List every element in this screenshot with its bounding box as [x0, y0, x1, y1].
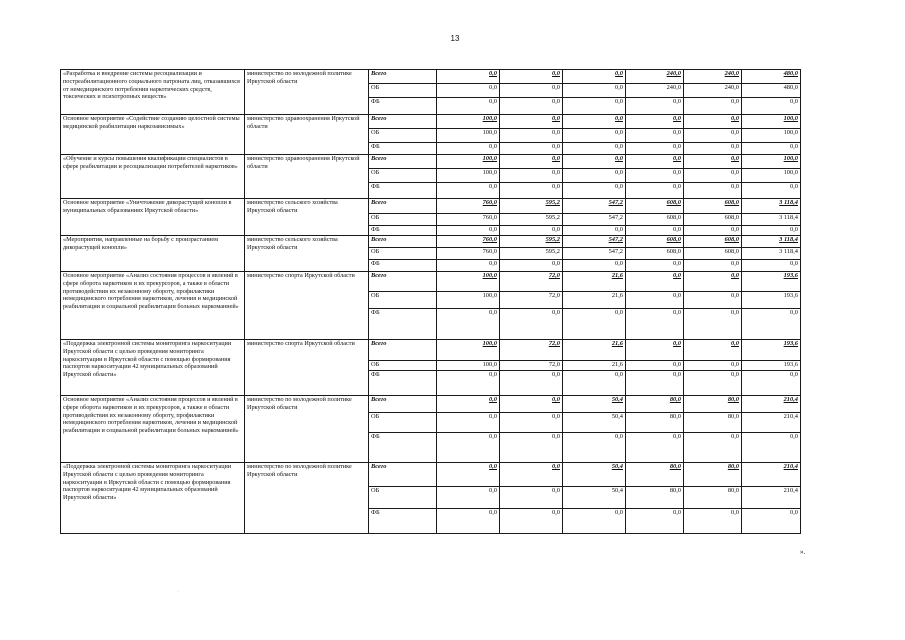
measure-total-row [61, 155, 801, 169]
funding-source: ОБ [369, 84, 437, 98]
amount-year-cell: 608,0 [626, 214, 684, 226]
amount-year-cell: 0,0 [626, 340, 684, 361]
amount-year-cell: 608,0 [626, 199, 684, 214]
amount-total-cell: 210,4 [742, 463, 801, 487]
amount-year-cell: 80,0 [684, 487, 742, 509]
amount-year-cell: 0,0 [500, 413, 563, 433]
amount-year-cell: 0,0 [626, 98, 684, 115]
amount-total-cell: 100,0 [742, 169, 801, 183]
amount-total-cell: 3 118,4 [742, 199, 801, 214]
amount-year-cell: 608,0 [684, 248, 742, 260]
amount-total-cell: 210,4 [742, 396, 801, 413]
amount-total-cell: 0,0 [742, 143, 801, 155]
amount-year-cell: 21,6 [563, 272, 626, 292]
amount-total-cell: 210,4 [742, 413, 801, 433]
amount-year-cell: 0,0 [626, 143, 684, 155]
amount-year-cell: 100,0 [437, 272, 500, 292]
amount-year-cell: 80,0 [684, 463, 742, 487]
funding-source: Всего [369, 396, 437, 413]
amount-year-cell: 0,0 [563, 98, 626, 115]
funding-source: ОБ [369, 413, 437, 433]
amount-year-cell: 80,0 [626, 487, 684, 509]
amount-year-cell: 0,0 [437, 84, 500, 98]
amount-total-cell: 0,0 [742, 260, 801, 272]
measure-total-row [61, 340, 801, 361]
amount-year-cell: 0,0 [684, 129, 742, 143]
measure-executor: министерство здравоохранения Иркутской области [245, 115, 369, 155]
amount-year-cell: 0,0 [626, 292, 684, 309]
amount-total-cell: 100,0 [742, 115, 801, 129]
amount-year-cell: 0,0 [437, 260, 500, 272]
amount-year-cell: 72,0 [500, 272, 563, 292]
amount-total-cell: 480,0 [742, 70, 801, 84]
amount-year-cell: 72,0 [500, 361, 563, 371]
amount-year-cell: 608,0 [684, 199, 742, 214]
amount-year-cell: 0,0 [563, 115, 626, 129]
amount-total-cell: 193,6 [742, 292, 801, 309]
amount-year-cell: 0,0 [563, 169, 626, 183]
amount-year-cell: 547,2 [563, 236, 626, 248]
amount-year-cell: 0,0 [500, 129, 563, 143]
amount-year-cell: 0,0 [437, 70, 500, 84]
funding-source: Всего [369, 155, 437, 169]
funding-source: Всего [369, 70, 437, 84]
measure-executor: министерство по молодежной политике Иркутской области [245, 396, 369, 463]
amount-year-cell: 100,0 [437, 115, 500, 129]
funding-source: ФБ [369, 309, 437, 340]
amount-year-cell: 760,0 [437, 214, 500, 226]
amount-year-cell: 100,0 [437, 340, 500, 361]
amount-year-cell: 0,0 [626, 309, 684, 340]
amount-total-cell: 3 118,4 [742, 248, 801, 260]
measure-executor: министерство сельского хозяйства Иркутской области [245, 199, 369, 236]
amount-year-cell: 0,0 [563, 309, 626, 340]
amount-year-cell: 0,0 [626, 155, 684, 169]
amount-year-cell: 0,0 [500, 70, 563, 84]
amount-year-cell: 0,0 [626, 129, 684, 143]
funding-source: ФБ [369, 260, 437, 272]
amount-year-cell: 595,2 [500, 248, 563, 260]
amount-year-cell: 0,0 [563, 84, 626, 98]
amount-year-cell: 0,0 [626, 226, 684, 236]
amount-year-cell: 0,0 [500, 371, 563, 396]
amount-year-cell: 595,2 [500, 236, 563, 248]
amount-year-cell: 0,0 [437, 463, 500, 487]
table-end-mark: ». [800, 548, 806, 556]
amount-total-cell: 193,6 [742, 340, 801, 361]
amount-year-cell: 0,0 [437, 371, 500, 396]
amount-year-cell: 72,0 [500, 340, 563, 361]
amount-year-cell: 0,0 [684, 292, 742, 309]
measure-total-row [61, 463, 801, 487]
amount-year-cell: 608,0 [684, 214, 742, 226]
amount-year-cell: 240,0 [626, 70, 684, 84]
amount-year-cell: 240,0 [626, 84, 684, 98]
measure-name: Основное мероприятие «Анализ состояния процессов и явлений в сфере оборота наркотиков и их прекурсоров, а также в области противодействия их незаконному обороту, профилактики немедицинского потребления наркотиков, лечения и медицинской реабилитации и социальной реабилитации больных наркоманией» [61, 272, 245, 340]
funding-source: Всего [369, 236, 437, 248]
amount-year-cell: 0,0 [500, 396, 563, 413]
measure-total-row [61, 396, 801, 413]
amount-year-cell: 50,4 [563, 413, 626, 433]
amount-year-cell: 0,0 [563, 371, 626, 396]
amount-year-cell: 50,4 [563, 396, 626, 413]
funding-source: ОБ [369, 214, 437, 226]
amount-year-cell: 0,0 [684, 340, 742, 361]
amount-year-cell: 0,0 [626, 272, 684, 292]
amount-year-cell: 0,0 [563, 433, 626, 463]
funding-source: ОБ [369, 248, 437, 260]
amount-year-cell: 0,0 [500, 433, 563, 463]
amount-year-cell: 0,0 [563, 143, 626, 155]
amount-year-cell: 0,0 [437, 98, 500, 115]
amount-total-cell: 210,4 [742, 487, 801, 509]
measure-name: Основное мероприятие «Анализ состояния процессов и явлений в сфере оборота наркотиков и их прекурсоров, а также в области противодействия их незаконному обороту, профилактики немедицинского потребления наркотиков, лечения и медицинской реабилитации и социальной реабилитации больных наркоманией» [61, 396, 245, 463]
funding-source: ОБ [369, 361, 437, 371]
amount-total-cell: 0,0 [742, 509, 801, 534]
amount-year-cell: 0,0 [500, 84, 563, 98]
amount-year-cell: 0,0 [684, 169, 742, 183]
amount-year-cell: 0,0 [684, 98, 742, 115]
amount-total-cell: 193,6 [742, 361, 801, 371]
amount-year-cell: 50,4 [563, 487, 626, 509]
amount-year-cell: 0,0 [437, 433, 500, 463]
amount-year-cell: 100,0 [437, 155, 500, 169]
amount-year-cell: 0,0 [563, 226, 626, 236]
amount-year-cell: 0,0 [684, 309, 742, 340]
amount-year-cell: 0,0 [500, 487, 563, 509]
amount-year-cell: 608,0 [626, 236, 684, 248]
funding-source: ФБ [369, 143, 437, 155]
amount-total-cell: 193,6 [742, 272, 801, 292]
amount-year-cell: 100,0 [437, 169, 500, 183]
amount-total-cell: 3 118,4 [742, 214, 801, 226]
measure-total-row [61, 70, 801, 84]
amount-year-cell: 0,0 [500, 260, 563, 272]
amount-year-cell: 760,0 [437, 248, 500, 260]
measure-total-row [61, 199, 801, 214]
amount-year-cell: 595,2 [500, 214, 563, 226]
amount-total-cell: 0,0 [742, 309, 801, 340]
measure-name: «Мероприятия, направленные на борьбу с произрастанием дикорастущей конопли» [61, 236, 245, 272]
amount-year-cell: 0,0 [684, 226, 742, 236]
amount-year-cell: 0,0 [684, 143, 742, 155]
funding-source: ФБ [369, 98, 437, 115]
amount-year-cell: 0,0 [500, 98, 563, 115]
amount-year-cell: 50,4 [563, 463, 626, 487]
amount-year-cell: 0,0 [563, 509, 626, 534]
amount-year-cell: 240,0 [684, 70, 742, 84]
measure-executor: министерство спорта Иркутской области [245, 340, 369, 396]
amount-year-cell: 0,0 [500, 226, 563, 236]
amount-year-cell: 0,0 [500, 183, 563, 199]
funding-source: ФБ [369, 183, 437, 199]
funding-source: ФБ [369, 509, 437, 534]
measure-executor: министерство по молодежной политике Иркутской области [245, 70, 369, 115]
amount-year-cell: 0,0 [437, 487, 500, 509]
measure-executor: министерство по молодежной политике Иркутской области [245, 463, 369, 534]
amount-year-cell: 0,0 [626, 361, 684, 371]
amount-year-cell: 0,0 [684, 272, 742, 292]
measure-executor: министерство спорта Иркутской области [245, 272, 369, 340]
amount-year-cell: 0,0 [684, 361, 742, 371]
measure-total-row [61, 272, 801, 292]
amount-year-cell: 0,0 [437, 413, 500, 433]
amount-year-cell: 0,0 [437, 309, 500, 340]
measure-name: «Поддержка электронной системы мониторинга наркоситуации Иркутской области с целью проведения мониторинга наркоситуации в Иркутской области с помощью формирования паспортов наркоситуации 42 муниципальных образований Иркутской области» [61, 463, 245, 534]
amount-year-cell: 21,6 [563, 340, 626, 361]
amount-total-cell: 0,0 [742, 371, 801, 396]
amount-year-cell: 100,0 [437, 129, 500, 143]
amount-year-cell: 547,2 [563, 214, 626, 226]
amount-year-cell: 0,0 [437, 509, 500, 534]
measure-name: «Обучение и курсы повышения квалификации специалистов в сфере реабилитации и ресоциализации потребителей наркотиков» [61, 155, 245, 199]
amount-year-cell: 0,0 [684, 433, 742, 463]
amount-year-cell: 0,0 [626, 169, 684, 183]
amount-year-cell: 0,0 [563, 183, 626, 199]
amount-year-cell: 0,0 [684, 509, 742, 534]
funding-source: ОБ [369, 129, 437, 143]
amount-year-cell: 0,0 [563, 260, 626, 272]
amount-year-cell: 80,0 [626, 396, 684, 413]
amount-year-cell: 0,0 [500, 509, 563, 534]
amount-year-cell: 0,0 [500, 115, 563, 129]
amount-year-cell: 80,0 [626, 463, 684, 487]
amount-total-cell: 100,0 [742, 129, 801, 143]
amount-year-cell: 21,6 [563, 361, 626, 371]
amount-year-cell: 760,0 [437, 236, 500, 248]
amount-total-cell: 0,0 [742, 226, 801, 236]
measure-total-row [61, 115, 801, 129]
amount-total-cell: 3 118,4 [742, 236, 801, 248]
funding-source: ФБ [369, 433, 437, 463]
funding-source: Всего [369, 272, 437, 292]
scan-speck: · [178, 590, 180, 595]
amount-year-cell: 80,0 [684, 413, 742, 433]
amount-year-cell: 0,0 [626, 115, 684, 129]
amount-year-cell: 80,0 [626, 413, 684, 433]
amount-year-cell: 0,0 [437, 183, 500, 199]
amount-year-cell: 0,0 [500, 143, 563, 155]
funding-source: ОБ [369, 487, 437, 509]
amount-year-cell: 0,0 [437, 396, 500, 413]
amount-year-cell: 0,0 [684, 371, 742, 396]
amount-year-cell: 0,0 [563, 129, 626, 143]
amount-year-cell: 760,0 [437, 199, 500, 214]
funding-source: Всего [369, 199, 437, 214]
amount-year-cell: 240,0 [684, 84, 742, 98]
amount-total-cell: 0,0 [742, 433, 801, 463]
amount-year-cell: 0,0 [500, 463, 563, 487]
amount-year-cell: 0,0 [684, 155, 742, 169]
amount-year-cell: 0,0 [626, 509, 684, 534]
amount-year-cell: 21,6 [563, 292, 626, 309]
measure-name: «Разработка и внедрение системы ресоциализации и постреабилитационного социального патроната лиц, отказавшихся от немедицинского потребления наркотических средств, токсических и психотропных веществ» [61, 70, 245, 115]
amount-year-cell: 0,0 [500, 169, 563, 183]
measure-executor: министерство здравоохранения Иркутской области [245, 155, 369, 199]
amount-year-cell: 0,0 [626, 371, 684, 396]
amount-year-cell: 0,0 [626, 260, 684, 272]
funding-source: ОБ [369, 169, 437, 183]
measure-name: «Поддержка электронной системы мониторинга наркоситуации Иркутской области с целью проведения мониторинга наркоситуации в Иркутской области с помощью формирования паспортов наркоситуации 42 муниципальных образований Иркутской области» [61, 340, 245, 396]
funding-source: ОБ [369, 292, 437, 309]
funding-source: ФБ [369, 226, 437, 236]
amount-year-cell: 100,0 [437, 361, 500, 371]
amount-year-cell: 0,0 [437, 226, 500, 236]
amount-year-cell: 0,0 [626, 433, 684, 463]
funding-source: ФБ [369, 371, 437, 396]
amount-year-cell: 608,0 [684, 236, 742, 248]
amount-year-cell: 0,0 [684, 260, 742, 272]
amount-total-cell: 100,0 [742, 155, 801, 169]
amount-year-cell: 547,2 [563, 199, 626, 214]
amount-year-cell: 0,0 [626, 183, 684, 199]
amount-year-cell: 72,0 [500, 292, 563, 309]
amount-year-cell: 0,0 [563, 155, 626, 169]
measure-name: Основное мероприятие «Уничтожение дикорастущей конопли в муниципальных образованиях Иркутской области» [61, 199, 245, 236]
amount-total-cell: 0,0 [742, 183, 801, 199]
amount-year-cell: 0,0 [684, 115, 742, 129]
amount-year-cell: 608,0 [626, 248, 684, 260]
amount-year-cell: 0,0 [563, 70, 626, 84]
amount-year-cell: 80,0 [684, 396, 742, 413]
amount-year-cell: 100,0 [437, 292, 500, 309]
measure-name: Основное мероприятие «Содействие созданию целостной системы медицинской реабилитации наркозависимых» [61, 115, 245, 155]
measure-total-row [61, 236, 801, 248]
amount-year-cell: 595,2 [500, 199, 563, 214]
funding-source: Всего [369, 115, 437, 129]
funding-source: Всего [369, 463, 437, 487]
amount-total-cell: 0,0 [742, 98, 801, 115]
amount-year-cell: 0,0 [437, 143, 500, 155]
measure-executor: министерство сельского хозяйства Иркутской области [245, 236, 369, 272]
amount-year-cell: 0,0 [500, 155, 563, 169]
amount-year-cell: 0,0 [500, 309, 563, 340]
budget-table [60, 69, 801, 534]
funding-source: Всего [369, 340, 437, 361]
amount-total-cell: 480,0 [742, 84, 801, 98]
page-number: 13 [450, 34, 460, 43]
amount-year-cell: 547,2 [563, 248, 626, 260]
amount-year-cell: 0,0 [684, 183, 742, 199]
